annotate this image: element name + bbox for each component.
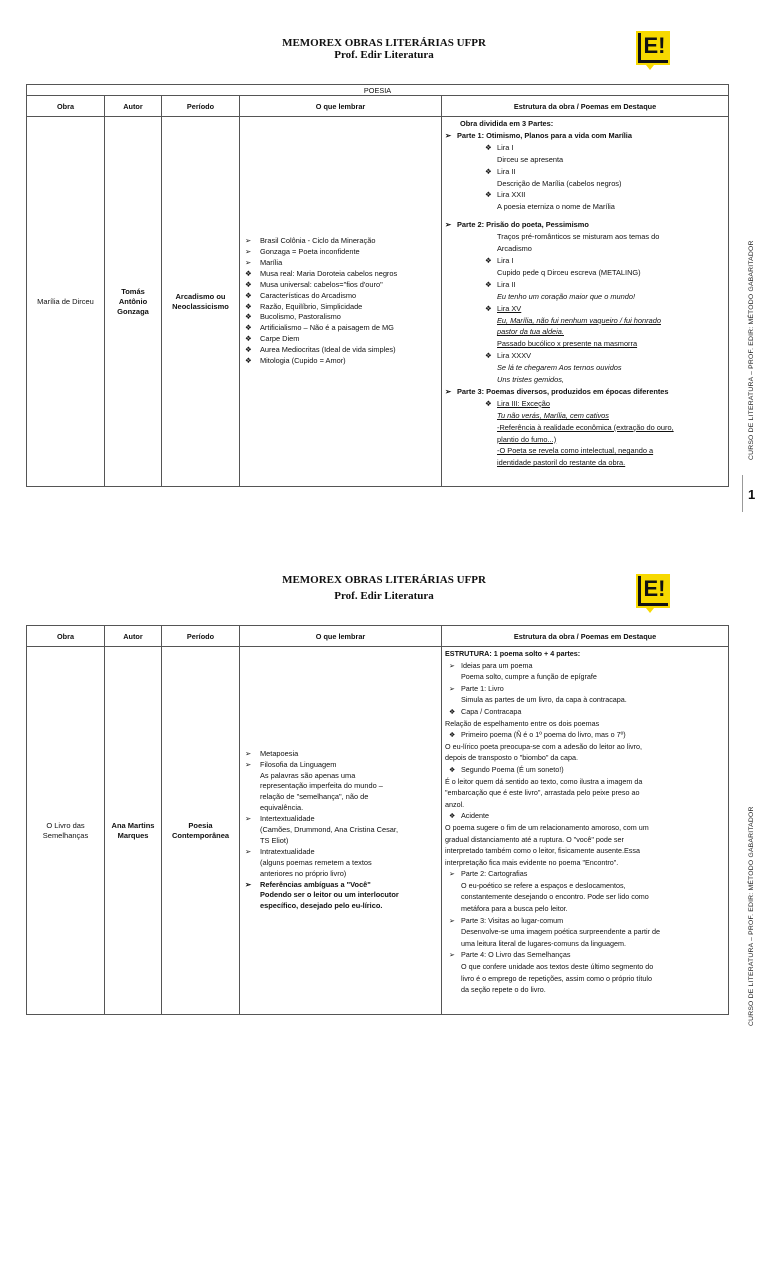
lira-item xyxy=(445,142,725,154)
estrutura-line xyxy=(445,973,725,985)
lira-label: Lira XXXV xyxy=(497,351,532,361)
arrow-icon: ➢ xyxy=(245,814,252,824)
estrutura-line xyxy=(445,834,725,846)
side-caption-text: CURSO DE LITERATURA – PROF. EDIR: MÉTODO GABARITADOR xyxy=(748,806,755,1026)
lira-desc: Se lá te chegarem Aos ternos ouvidos xyxy=(497,363,622,373)
lira-desc: -O Poeta se revela como intelectual, negando a xyxy=(497,446,654,456)
lira-desc: Passado bucólico x presente na masmorra xyxy=(497,339,638,349)
lembrar-text: Intertextualidade xyxy=(260,814,315,824)
diamond-icon: ❖ xyxy=(245,301,252,311)
lira-desc: Cupido pede q Dirceu escreva (METALING) xyxy=(497,267,641,277)
lembrar-text: Referências ambíguas a "Você" xyxy=(260,879,371,889)
estrutura-line xyxy=(445,810,725,822)
lira-item xyxy=(445,189,725,201)
estrutura-line xyxy=(445,949,725,961)
periodo-cell xyxy=(162,117,240,487)
lembrar-text: relação de "semelhança", não de xyxy=(260,792,369,802)
obra-text: Marília de Dirceu xyxy=(37,296,94,306)
lembrar-text: específico, desejado pelo eu-lírico. xyxy=(260,901,383,911)
page-title: MEMOREX OBRAS LITERÁRIAS UFPR xyxy=(282,574,486,586)
autor-text: Tomás Antônio Gonzaga xyxy=(117,286,149,316)
estrutura-line xyxy=(445,868,725,880)
estrutura-text: metáfora para a busca pelo leitor. xyxy=(461,904,568,914)
parte-1 xyxy=(445,130,725,142)
estrutura-line xyxy=(445,915,725,927)
periodo-cell xyxy=(162,647,240,1015)
table-poesia-contemporanea xyxy=(26,625,729,1015)
lembrar-item xyxy=(243,312,438,323)
arrow-icon: ➢ xyxy=(245,257,252,267)
lembrar-text: anteriores no próprio livro) xyxy=(260,868,347,878)
estrutura-line xyxy=(445,926,725,938)
parte-3 xyxy=(445,386,725,398)
lembrar-item xyxy=(243,269,438,280)
lira-label: Lira I xyxy=(497,255,514,265)
estrutura-cell xyxy=(442,647,729,1015)
lembrar-text: Musa real: Maria Doroteia cabelos negros xyxy=(260,268,398,278)
estrutura-line xyxy=(445,683,725,695)
brand-logo xyxy=(636,31,670,65)
estrutura-line xyxy=(445,694,725,706)
estrutura-line xyxy=(445,752,725,764)
estrutura-line xyxy=(445,845,725,857)
diamond-icon: ❖ xyxy=(449,706,456,716)
obra-text: O Livro das Semelhanças xyxy=(42,820,89,840)
side-caption xyxy=(748,806,762,1286)
page-title: MEMOREX OBRAS LITERÁRIAS UFPR xyxy=(282,37,486,49)
estrutura-text: Segundo Poema (É um soneto!) xyxy=(461,764,564,774)
page-1 xyxy=(0,0,768,512)
estrutura-line xyxy=(445,938,725,950)
estrutura-line xyxy=(445,660,725,672)
estrutura-intro: Obra dividida em 3 Partes: xyxy=(460,119,554,128)
periodo-text: Arcadismo ou Neoclassicismo xyxy=(172,291,229,311)
lembrar-text: Artificialismo – Não é a paisagem de MG xyxy=(260,323,394,333)
estrutura-line xyxy=(445,706,725,718)
estrutura-text: gradual distanciamento até a ruptura. O "você" pode ser xyxy=(445,834,624,844)
diamond-icon: ❖ xyxy=(485,255,492,265)
lembrar-text: TS Eliot) xyxy=(260,835,289,845)
lembrar-item xyxy=(243,323,438,334)
estrutura-line xyxy=(445,776,725,788)
parte-1-text: Parte 1: Otimismo, Planos para a vida com Marília xyxy=(457,130,632,140)
diamond-icon: ❖ xyxy=(245,345,252,355)
lembrar-item xyxy=(243,825,438,836)
lembrar-text: Características do Arcadismo xyxy=(260,290,357,300)
estrutura-text: Desenvolve-se uma imagem poética surpreendente a partir de xyxy=(461,927,660,937)
lembrar-text: representação imperfeita do mundo – xyxy=(260,781,383,791)
lira-item xyxy=(445,398,725,410)
lembrar-text: Brasil Colônia - Ciclo da Mineração xyxy=(260,236,376,246)
lembrar-item xyxy=(243,836,438,847)
diamond-icon: ❖ xyxy=(245,279,252,289)
autor-cell xyxy=(105,647,162,1015)
table-row xyxy=(27,117,729,487)
lira-item xyxy=(445,255,725,267)
obra-cell xyxy=(27,647,105,1015)
table-poesia xyxy=(26,84,729,487)
table-header-row xyxy=(27,96,729,117)
autor-cell xyxy=(105,117,162,487)
estrutura-text: interpretação fica mais evidente no poema "Encontro". xyxy=(445,857,619,867)
lira-desc: A poesia eterniza o nome de Marília xyxy=(497,202,615,212)
column-header-periodo: Período xyxy=(162,96,240,117)
arrow-icon: ➢ xyxy=(449,660,456,670)
diamond-icon: ❖ xyxy=(485,190,492,200)
estrutura-text: Poema solto, cumpre a função de epígrafe xyxy=(461,672,597,682)
estrutura-line xyxy=(445,903,725,915)
lembrar-text: Musa universal: cabelos="fios d'ouro" xyxy=(260,279,383,289)
lembrar-text: Marília xyxy=(260,257,283,267)
autor-text: Ana Martins Marques xyxy=(111,820,155,840)
lembrar-item xyxy=(243,291,438,302)
lembrar-item xyxy=(243,302,438,313)
lembrar-item xyxy=(243,901,438,912)
lira-desc: Eu tenho um coração maior que o mundo! xyxy=(497,291,636,301)
estrutura-line xyxy=(445,741,725,753)
page-2 xyxy=(0,548,768,1060)
estrutura-text: livro é o emprego de repetições, assim como o próprio título xyxy=(461,973,652,983)
column-header-obra: Obra xyxy=(27,96,105,117)
side-divider xyxy=(742,475,743,515)
estrutura-text: uma leitura literal de lugares-comuns da linguagem. xyxy=(461,938,627,948)
arrow-icon: ➢ xyxy=(449,950,456,960)
estrutura-text: "embarcação que é este livro", arrastada pelo peixe preso ao xyxy=(445,788,640,798)
parte-2-text: Parte 2: Prisão do poeta, Pessimismo xyxy=(457,220,589,230)
lembrar-item xyxy=(243,236,438,247)
diamond-icon: ❖ xyxy=(245,323,252,333)
lembrar-item xyxy=(243,858,438,869)
estrutura-text: interpretado também como o leitor, fisicamente ausente.Essa xyxy=(445,846,640,856)
estrutura-cell xyxy=(442,117,729,487)
diamond-icon: ❖ xyxy=(449,730,456,740)
lembrar-text: As palavras são apenas uma xyxy=(260,770,356,780)
lira-desc: identidade pastoril do restante da obra. xyxy=(497,458,626,468)
table-header-row xyxy=(27,626,729,647)
diamond-icon: ❖ xyxy=(485,398,492,408)
estrutura-text: É o leitor quem dá sentido ao texto, como ilustra a imagem da xyxy=(445,776,643,786)
lira-label: Lira XV xyxy=(497,303,522,313)
estrutura-line xyxy=(445,984,725,996)
periodo-text: Poesia Contemporânea xyxy=(171,820,230,840)
lembrar-text: equivalência. xyxy=(260,803,304,813)
side-caption-text: CURSO DE LITERATURA – PROF. EDIR: MÉTODO GABARITADOR xyxy=(748,240,755,460)
diamond-icon: ❖ xyxy=(245,334,252,344)
lembrar-item xyxy=(243,781,438,792)
estrutura-text: Parte 3: Visitas ao lugar-comum xyxy=(461,915,564,925)
estrutura-text: Relação de espelhamento entre os dois poemas xyxy=(445,718,600,728)
lembrar-item xyxy=(243,847,438,858)
estrutura-text: O que confere unidade aos textos deste último segmento do xyxy=(461,962,654,972)
estrutura-line xyxy=(445,671,725,683)
diamond-icon: ❖ xyxy=(245,312,252,322)
lembrar-item xyxy=(243,890,438,901)
table-row xyxy=(27,647,729,1015)
lembrar-list xyxy=(243,749,438,913)
estrutura-text: Parte 1: Livro xyxy=(461,683,504,693)
arrow-icon: ➢ xyxy=(449,683,456,693)
obra-cell xyxy=(27,117,105,487)
logo-text: E! xyxy=(638,33,668,63)
lembrar-text: Mitologia (Cupido = Amor) xyxy=(260,356,346,366)
estrutura-line xyxy=(445,961,725,973)
diamond-icon: ❖ xyxy=(245,268,252,278)
arrow-icon: ➢ xyxy=(245,748,252,758)
lembrar-text: Intratextualidade xyxy=(260,846,315,856)
estrutura-line xyxy=(445,799,725,811)
diamond-icon: ❖ xyxy=(449,764,456,774)
estrutura-text: Ideias para um poema xyxy=(461,660,533,670)
lira-desc: Dirceu se apresenta xyxy=(497,154,564,164)
lira-label: Lira II xyxy=(497,279,516,289)
parte-2-desc: Arcadismo xyxy=(497,244,532,254)
lira-desc: Eu, Marília, não fui nenhum vaqueiro / fui honrado xyxy=(497,315,661,325)
arrow-icon: ➢ xyxy=(245,759,252,769)
lembrar-text: Aurea Mediocritas (Ideal de vida simples) xyxy=(260,345,396,355)
lembrar-item xyxy=(243,803,438,814)
parte-3-text: Parte 3: Poemas diversos, produzidos em épocas diferentes xyxy=(457,386,669,396)
lira-item xyxy=(445,303,725,315)
lembrar-item xyxy=(243,771,438,782)
diamond-icon: ❖ xyxy=(245,290,252,300)
lembrar-item xyxy=(243,280,438,291)
lembrar-item xyxy=(243,760,438,771)
estrutura-text: O poema sugere o fim de um relacionamento amoroso, com um xyxy=(445,822,649,832)
arrow-icon: ➢ xyxy=(449,915,456,925)
column-header-estrutura: Estrutura da obra / Poemas em Destaque xyxy=(442,626,729,647)
estrutura-line xyxy=(445,648,725,660)
lembrar-cell xyxy=(240,117,442,487)
lembrar-item xyxy=(243,792,438,803)
lembrar-item xyxy=(243,334,438,345)
estrutura-text: Acidente xyxy=(461,811,489,821)
diamond-icon: ❖ xyxy=(245,356,252,366)
page-subtitle: Prof. Edir Literatura xyxy=(334,590,434,602)
column-header-autor: Autor xyxy=(105,626,162,647)
estrutura-text: Parte 2: Cartografias xyxy=(461,869,528,879)
parte-2 xyxy=(445,219,725,231)
column-header-lembrar: O que lembrar xyxy=(240,96,442,117)
estrutura-line xyxy=(445,764,725,776)
lira-item xyxy=(445,350,725,362)
lembrar-text: Metapoesia xyxy=(260,748,299,758)
estrutura-line xyxy=(445,857,725,869)
lembrar-item xyxy=(243,356,438,367)
column-header-lembrar: O que lembrar xyxy=(240,626,442,647)
section-title: POESIA xyxy=(27,85,729,96)
logo-text: E! xyxy=(638,576,668,606)
estrutura-text: Capa / Contracapa xyxy=(461,706,522,716)
estrutura-text: ESTRUTURA: 1 poema solto + 4 partes: xyxy=(445,649,581,658)
arrow-icon: ➢ xyxy=(445,220,452,230)
lembrar-text: Carpe Diem xyxy=(260,334,300,344)
column-header-autor: Autor xyxy=(105,96,162,117)
lembrar-cell xyxy=(240,647,442,1015)
lembrar-item xyxy=(243,247,438,258)
arrow-icon: ➢ xyxy=(449,869,456,879)
lembrar-item xyxy=(243,258,438,269)
lembrar-text: Bucolismo, Pastoralismo xyxy=(260,312,341,322)
lembrar-item xyxy=(243,880,438,891)
lira-desc: pastor da tua aldeia. xyxy=(497,327,564,337)
estrutura-text: Primeiro poema (Ñ é o 1º poema do livro, mas o 7º) xyxy=(461,730,626,740)
column-header-periodo: Período xyxy=(162,626,240,647)
arrow-icon: ➢ xyxy=(245,236,252,246)
arrow-icon: ➢ xyxy=(245,879,252,889)
lira-desc: Uns tristes gemidos, xyxy=(497,375,564,385)
column-header-obra: Obra xyxy=(27,626,105,647)
arrow-icon: ➢ xyxy=(245,846,252,856)
column-header-estrutura: Estrutura da obra / Poemas em Destaque xyxy=(442,96,729,117)
lembrar-list xyxy=(243,236,438,367)
lira-label: Lira I xyxy=(497,142,514,152)
lembrar-text: Filosofia da Linguagem xyxy=(260,759,337,769)
estrutura-text: Parte 4: O Livro das Semelhanças xyxy=(461,950,571,960)
diamond-icon: ❖ xyxy=(485,279,492,289)
lira-label: Lira XXII xyxy=(497,190,526,200)
diamond-icon: ❖ xyxy=(485,142,492,152)
estrutura-line xyxy=(445,880,725,892)
lira-label: Lira II xyxy=(497,166,516,176)
arrow-icon: ➢ xyxy=(445,386,452,396)
lira-label: Lira III: Exceção xyxy=(497,398,550,408)
estrutura-line xyxy=(445,891,725,903)
lira-desc: -Referência à realidade econômica (extração do ouro, xyxy=(497,422,674,432)
lembrar-text: Razão, Equilíbrio, Simplicidade xyxy=(260,301,363,311)
arrow-icon: ➢ xyxy=(245,246,252,256)
estrutura-line xyxy=(445,787,725,799)
estrutura-line xyxy=(445,729,725,741)
estrutura-text: Simula as partes de um livro, da capa à contracapa. xyxy=(461,695,627,705)
estrutura-text: O eu-poético se refere a espaços e deslocamentos, xyxy=(461,880,626,890)
lembrar-text: Gonzaga = Poeta inconfidente xyxy=(260,246,360,256)
lira-item xyxy=(445,166,725,178)
lembrar-item xyxy=(243,749,438,760)
estrutura-text: O eu-lírico poeta preocupa-se com a adesão do leitor ao livro, xyxy=(445,741,642,751)
estrutura-text: depois de transposto o "biombo" da capa. xyxy=(445,753,578,763)
parte-2-desc: Traços pré-românticos se misturam aos temas do xyxy=(497,232,660,242)
lembrar-item xyxy=(243,814,438,825)
lira-item xyxy=(445,279,725,291)
estrutura-text: anzol. xyxy=(445,799,465,809)
diamond-icon: ❖ xyxy=(485,351,492,361)
lira-desc: Tu não verás, Marília, cem cativos xyxy=(497,410,609,420)
diamond-icon: ❖ xyxy=(485,166,492,176)
lembrar-text: (Camões, Drummond, Ana Cristina Cesar, xyxy=(260,825,399,835)
page-number: 1 xyxy=(748,487,756,502)
diamond-icon: ❖ xyxy=(449,811,456,821)
arrow-icon: ➢ xyxy=(445,130,452,140)
estrutura-line xyxy=(445,718,725,730)
lira-desc: Descrição de Marília (cabelos negros) xyxy=(497,178,622,188)
estrutura-text: da seção repete o do livro. xyxy=(461,985,546,995)
lembrar-text: (alguns poemas remetem a textos xyxy=(260,857,372,867)
brand-logo xyxy=(636,574,670,608)
lembrar-item xyxy=(243,345,438,356)
lira-desc: plantio do fumo...) xyxy=(497,434,557,444)
page-subtitle: Prof. Edir Literatura xyxy=(334,49,434,61)
diamond-icon: ❖ xyxy=(485,303,492,313)
lembrar-item xyxy=(243,869,438,880)
estrutura-line xyxy=(445,822,725,834)
estrutura-text: constantemente desejando o encontro. Pode ser lido como xyxy=(461,892,649,902)
lembrar-text: Podendo ser o leitor ou um interlocutor xyxy=(260,890,399,900)
